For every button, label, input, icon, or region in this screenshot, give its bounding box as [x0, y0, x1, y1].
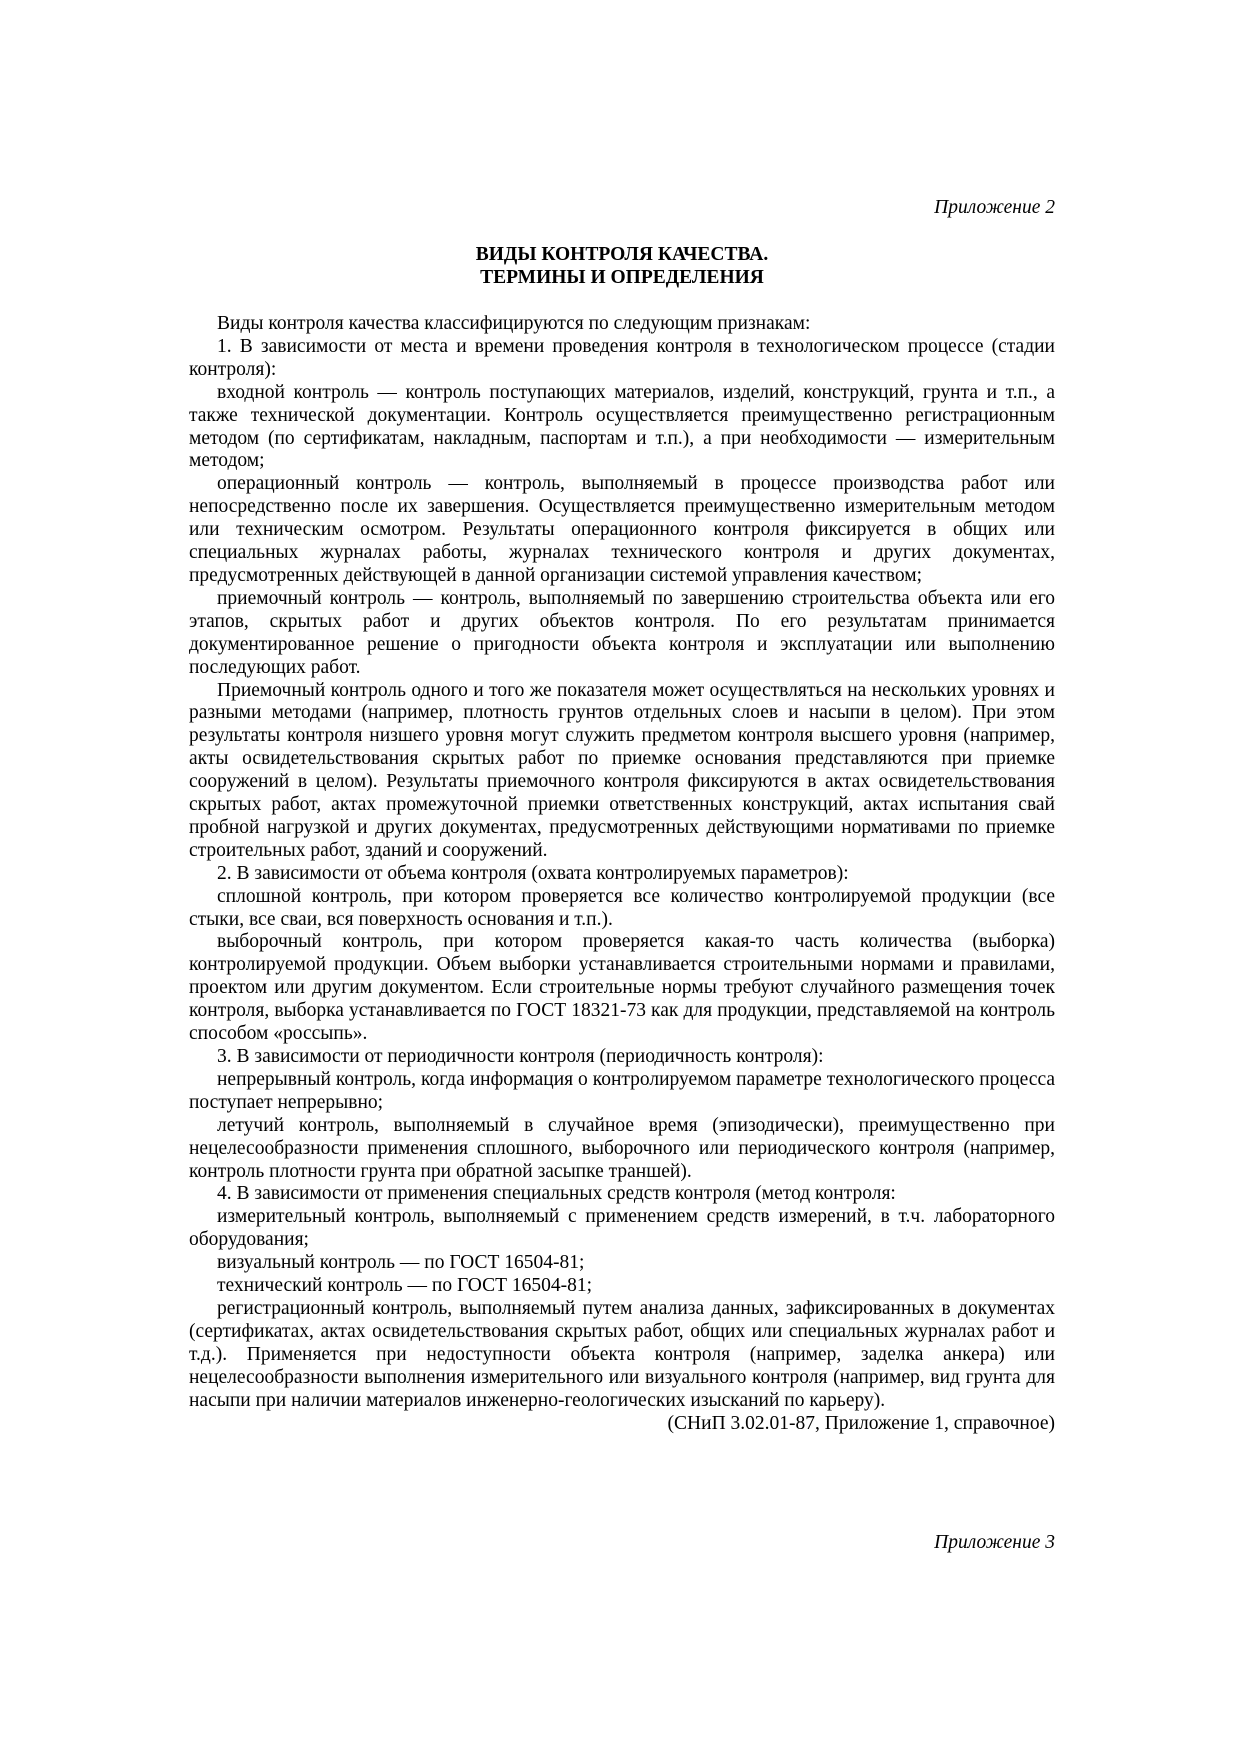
paragraph-intro: Виды контроля качества классифицируются по следующим признакам: — [217, 313, 811, 334]
paragraph-incoming-control: входной контроль — контроль поступающих материалов, изделий, конструкций, грунта и т.п., а также технической документации. Контроль осуществляется преимущественно регистрационным методом (по сертификатам, накладным, паспортам и т.п.), а при необходимости — измерительным методом; — [189, 381, 1055, 472]
paragraph-section-4-heading: 4. В зависимости от применения специальных средств контроля (метод контроля: — [217, 1183, 896, 1205]
paragraph-uninterrupted-control: непрерывный контроль, когда информация о контролируемом параметре технологического процесса поступает непрерывно; — [189, 1068, 1055, 1113]
paragraph-sampling-control: выборочный контроль, при котором проверяется какая-то часть количества (выборка) контролируемой продукции. Объем выборки устанавливается строительными нормами и правилами, проектом или другим документом. Если строительные нормы требуют случайного размещения точек контроля, выборка устанавливается по ГОСТ 18321-73 как для продукции, представляемой на контроль способом «россыпь». — [189, 931, 1055, 1045]
title-line-2: ТЕРМИНЫ И ОПРЕДЕЛЕНИЯ — [480, 267, 764, 288]
paragraph-section-2-heading: 2. В зависимости от объема контроля (охвата контролируемых параметров): — [217, 862, 849, 884]
paragraph-visual-control: визуальный контроль — по ГОСТ 16504-81; — [217, 1252, 585, 1274]
paragraph-registration-control: регистрационный контроль, выполняемый путем анализа данных, зафиксированных в документах (сертификатах, актах освидетельствования скрытых работ, общих или специальных журналах работ и т.д.). Применяется при недоступности объекта контроля (например, заделка анкера) или нецелесообразности выполнения измерительного или визуального контроля (например, вид грунта для насыпи при наличии материалов инженерно-геологических изысканий по карьеру). — [189, 1297, 1055, 1411]
paragraph-random-control: летучий контроль, выполняемый в случайное время (эпизодически), преимущественно при нецелесообразности применения сплошного, выборочного или периодического контроля (например, контроль плотности грунта при обратной засыпке траншей). — [189, 1114, 1055, 1182]
appendix-label-top: Приложение 2 — [934, 197, 1055, 218]
title-line-1: ВИДЫ КОНТРОЛЯ КАЧЕСТВА. — [475, 244, 769, 265]
paragraph-operational-control: операционный контроль — контроль, выполняемый в процессе производства работ или непосредственно после их завершения. Осуществляется преимущественно измерительным методом или техническим осмотром. Результаты операционного контроля фиксируется в общих или специальных журналах работы, журналах технического контроля и других документах, предусмотренных действующей в данной организации системой управления качеством; — [189, 473, 1055, 586]
paragraph-acceptance-control: приемочный контроль — контроль, выполняемый по завершению строительства объекта или его этапов, скрытых работ и других объектов контроля. По его результатам принимается документированное решение о пригодности объекта контроля и эксплуатации или выполнению последующих работ. — [189, 587, 1055, 678]
paragraph-continuous-control: сплошной контроль, при котором проверяется все количество контролируемой продукции (все стыки, все сваи, вся поверхность основания и т.п.). — [189, 885, 1055, 930]
paragraph-section-3-heading: 3. В зависимости от периодичности контроля (периодичность контроля): — [217, 1046, 824, 1067]
paragraph-acceptance-levels: Приемочный контроль одного и того же показателя может осуществляться на нескольких уровнях и разными методами (например, плотность грунтов отдельных слоев и насыпи в целом). При этом результаты контроля низшего уровня могут служить предметом контроля высшего уровня (например, акты освидетельствования скрытых работ по приемке основания представляются при приемке сооружений в целом). Результаты приемочного контроля фиксируются в актах освидетельствования скрытых работ, актах промежуточной приемки ответственных конструкций, актах испытания свай пробной нагрузкой и других документах, предусмотренных действующими нормативами по приемке строительных работ, зданий и сооружений. — [189, 679, 1055, 861]
source-reference: (СНиП 3.02.01-87, Приложение 1, справочное) — [667, 1412, 1055, 1434]
document-body — [189, 313, 1055, 1435]
paragraph-measurement-control: измерительный контроль, выполняемый с применением средств измерений, в т.ч. лабораторного оборудования; — [189, 1206, 1055, 1251]
paragraph-section-1-heading: 1. В зависимости от места и времени проведения контроля в технологическом процессе (стадии контроля): — [189, 335, 1055, 380]
paragraph-technical-control: технический контроль — по ГОСТ 16504-81; — [217, 1275, 593, 1297]
appendix-label-bottom: Приложение 3 — [934, 1532, 1055, 1553]
document-title — [189, 243, 1055, 289]
